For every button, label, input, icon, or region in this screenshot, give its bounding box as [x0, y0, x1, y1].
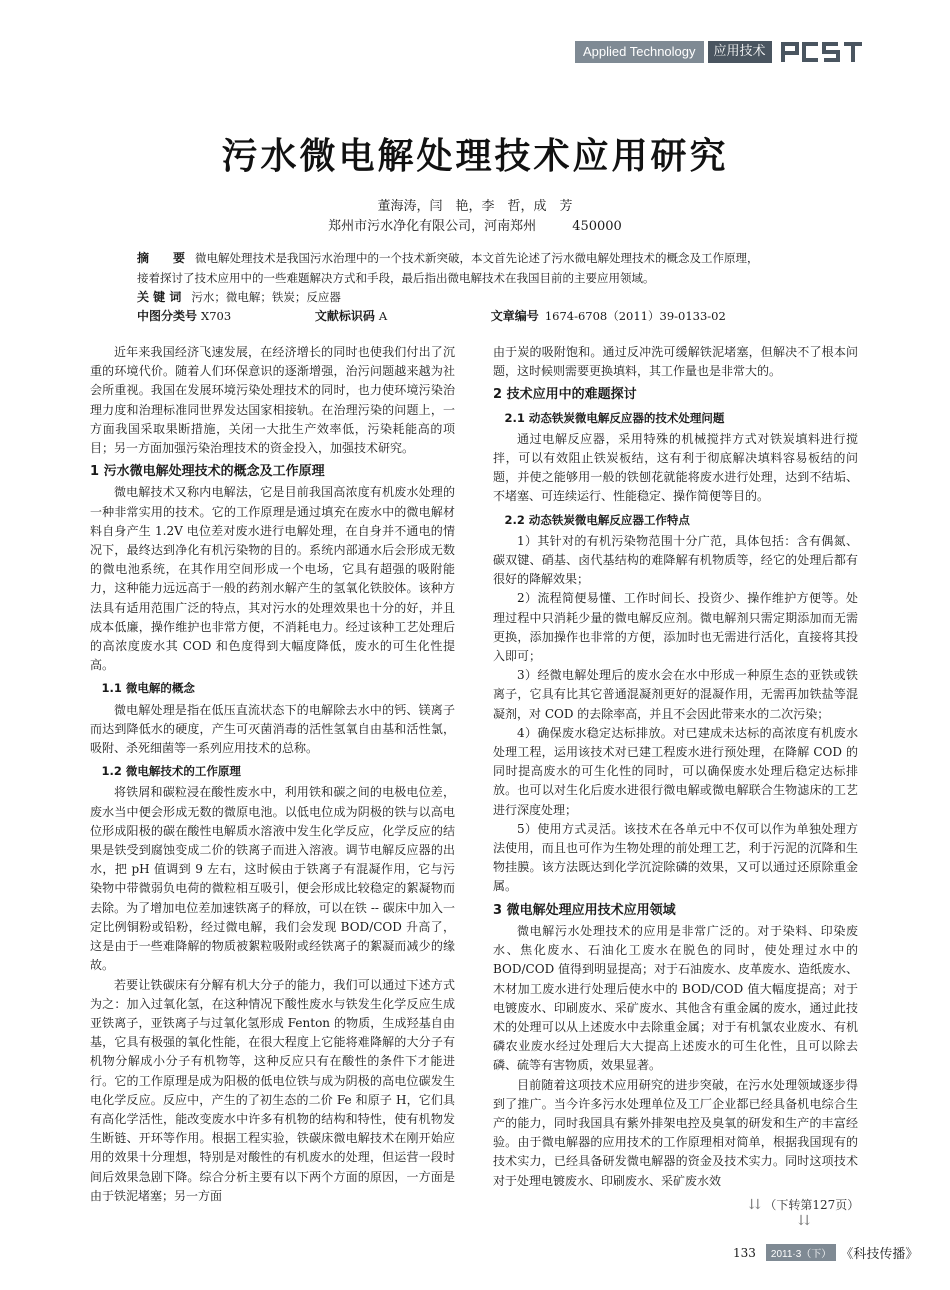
doc-code-label: 文献标识码 [314, 309, 375, 323]
continued-note [745, 1196, 863, 1229]
clc-value: X703 [201, 309, 232, 323]
running-header [575, 40, 865, 64]
section-3-heading: 3 微电解处理应用技术应用领域 [493, 902, 676, 918]
section-1-2-heading: 1.2 微电解技术的工作原理 [101, 764, 241, 779]
affiliation-text: 郑州市污水净化有限公司，河南郑州 [328, 219, 537, 234]
feature-1: 1）其针对的有机污染物范围十分广范，具体包括：含有偶氮、碳双键、硝基、卤代基结构的难降解有机物质等，经它的处理后都有很好的降解效果； [493, 533, 858, 587]
article-title: 污水微电解处理技术应用研究 [221, 135, 729, 177]
pcst-logo [780, 40, 865, 64]
section-2-1-paragraph: 通过电解反应器，采用特殊的机械搅拌方式对铁炭填料进行搅拌，可以有效阻止铁炭板结，这有利于彻底解决填料容易板结的问题，并使之能够用一般的铁刨花就能将废水进行处理，达到不结垢、不堵塞、可连续运行、性能稳定、操作简便等目的。 [493, 431, 858, 504]
journal-name: 《科技传播》 [840, 1247, 919, 1262]
keywords-line [137, 287, 817, 307]
classification-line [137, 306, 857, 326]
category-en-label: Applied Technology [575, 41, 704, 63]
category-cn-label: 应用技术 [708, 41, 772, 63]
section-1-2-paragraph-1: 将铁屑和碳粒浸在酸性废水中，利用铁和碳之间的电极电位差，废水当中便会形成无数的微原电池。以低电位成为阴极的铁与以高电位形成阳极的碳在酸性电解质水溶液中发生化学反应，化学反应的结果是铁受到腐蚀变成二价的铁离子而进入溶液。调节电解反应器的出水，把 pH 值调到 9 左右，这时候由于铁离子有混凝作用，它与污染物中带微弱负电荷的微粒相互吸引，便会形成比较稳定的絮凝物而去除。为了增加电位差加速铁离子的释放，可以在铁 -- 碳床中加入一定比例铜粉或铅粉，经过微电解，我们会发现 BOD/COD 升高了，这是由于一些难降解的物质被絮粒吸附或经铁离子的絮凝而减少的缘故。 [90, 785, 455, 973]
down-arrows-icon: ⇊ [748, 1197, 761, 1213]
section-2-2-heading: 2.2 动态铁炭微电解反应器工作特点 [504, 512, 690, 527]
down-arrows-icon: ⇊ [798, 1213, 810, 1229]
abstract-label: 摘 要 [137, 251, 186, 265]
page-footer [733, 1243, 918, 1262]
keywords-text: 污水；微电解；铁炭；反应器 [191, 290, 341, 304]
section-1-paragraph: 微电解技术又称内电解法，它是目前我国高浓度有机废水处理的一种非常实用的技术。它的工作原理是通过填充在废水中的微电解材料自身产生 1.2V 电位差对废水进行电解处理，在自身并不通电的情况下，最终达到净化有机污染物的目的。系统内部通水后会形成无数的微电池系统，在其作用空间形成一个电场，它具有超强的吸附能力，这种能力远远高于一般的药剂水解产生的氢氧化铁胶体。该种方法具有适用范围广泛的特点，其对污水的处理效果也十分的好，并且成本低廉，操作维护也非常方便，不消耗电力。经过该种工艺处理后的高浓度废水其 COD 和色度得到大幅度降低，废水的可生化性提高。 [90, 485, 455, 673]
feature-3: 3）经微电解处理后的废水会在水中形成一种原生态的亚铁或铁离子，它具有比其它普通混凝剂更好的混凝作用，无需再加铁盐等混凝剂，对 COD 的去除率高，并且不会因此带来水的二次污染； [493, 668, 858, 721]
intro-paragraph: 近年来我国经济飞速发展，在经济增长的同时也使我们付出了沉重的环境代价。随着人们环保意识的逐渐增强，治污问题越来越为社会所重视。我国在发展环境污染处理技术的同时，也力使环境污染治理力度和治理标准同世界发达国家相接轨。在治理污染的问题上，一方面我国采取果断措施，关闭一大批生产效率低，污染耗能高的项目；另一方面加强污染治理技术的资金投入，加强技术研究。 [90, 345, 455, 456]
abstract-text-2: 接着探讨了技术应用中的一些难题解决方式和手段，最后指出微电解技术在我国目前的主要应用领域。 [137, 271, 655, 285]
right-column [493, 343, 858, 1191]
abstract-line-2 [137, 268, 817, 288]
page-number: 133 [733, 1245, 756, 1260]
article-authors: 董海涛，闫 艳，李 哲，成 芳 [377, 199, 573, 214]
postcode: 450000 [572, 219, 622, 234]
issue-badge: 2011·3（下） [766, 1244, 836, 1261]
section-2-heading: 2 技术应用中的难题探讨 [493, 387, 637, 403]
feature-2: 2）流程简便易懂、工作时间长、投资少、操作维护方便等。处理过程中只消耗少量的微电解反应剂。微电解剂只需定期添加而无需更换，添加操作也非常的方便，添加时也无需进行活化，直接将其投入即可； [493, 591, 858, 664]
feature-5: 5）使用方式灵活。该技术在各单元中不仅可以作为单独处理方法使用，而且也可作为生物处理的前处理工艺，利于污泥的沉降和生物挂膜。该方法既达到化学沉淀除磷的效果，又可以通过还原除重金属。 [493, 821, 858, 894]
section-1-heading: 1 污水微电解处理技术的概念及工作原理 [90, 464, 325, 480]
section-1-1-heading: 1.1 微电解的概念 [101, 681, 195, 696]
section-2-1-heading: 2.1 动态铁炭微电解反应器的技术处理问题 [504, 410, 725, 425]
left-column [90, 343, 455, 1206]
section-1-1-paragraph: 微电解处理是指在低压直流状态下的电解除去水中的钙、镁离子而达到降低水的硬度，产生可灭菌消毒的活性氢氧自由基和活性氯，吸附、杀死细菌等一系列应用技术的总称。 [90, 702, 455, 756]
continued-paragraph: 由于炭的吸附饱和。通过反冲洗可缓解铁泥堵塞，但解决不了根本问题，这时候则需要更换填料，其工作量也是非常大的。 [493, 345, 858, 379]
article-affiliation [0, 215, 950, 234]
abstract-line-1 [137, 248, 817, 268]
article-no-label: 文章编号 [490, 309, 539, 323]
doc-code-value: A [378, 309, 388, 323]
section-1-2-paragraph-2: 若要让铁碳床有分解有机大分子的能力，我们可以通过下述方式为之：加入过氧化氢，在这种情况下酸性废水与铁发生化学反应生成亚铁离子，亚铁离子与过氧化氢形成 Fenton 的物质，生成羟基自由基，它具有极强的氧化性能，在很大程度上它能将难降解的大分子有机物分解成小分子有机物等，这种反应只有在酸性的条件下才能进行。它的工作原理是成为阳极的低电位铁与成为阴极的高电位碳发生电化学反应。反应中，产生的了初生态的二价 Fe 和原子 H，它们具有高化学活性，能改变废水中许多有机物的结构和特性，使有机物发生断链、开环等作用。根据工程实验，铁碳床微电解技术在刚开始应用的效果十分理想，特别是对酸性的有机废水的处理，但运营一段时间后效果急剧下降。综合分析主要有以下两个方面的原因，一方面是由于铁泥堵塞；另一方面 [90, 977, 455, 1203]
article-no-value: 1674-6708（2011）39-0133-02 [544, 309, 726, 323]
continued-text: （下转第127页） [764, 1198, 860, 1212]
abstract-text-1: 微电解处理技术是我国污水治理中的一个技术新突破，本文首先论述了污水微电解处理技术的概念及工作原理， [195, 251, 759, 265]
clc-label: 中图分类号 [137, 309, 198, 323]
keywords-label: 关 键 词 [137, 290, 182, 304]
section-3-paragraph-1: 微电解污水处理技术的应用是非常广泛的。对于染料、印染废水、焦化废水、石油化工废水在脱色的同时，使处理过水中的 BOD/COD 值得到明显提高；对于石油废水、皮革废水、造纸废水、木材加工废水进行处理后使水中的 BOD/COD 值大幅度提高；对于电镀废水、印刷废水、采矿废水、其他含有重金属的废水，通过此技术的处理可以从上述废水中去除重金属；对于有机氯农业废水、有机磷农业废水经过处理后大大提高上述废水的可生化性，且可以除去磷、硫等有害物质，效果显著。 [493, 923, 859, 1073]
feature-4: 4）确保废水稳定达标排放。对已建成未达标的高浓度有机废水处理工程，运用该技术对已建工程废水进行预处理，在降解 COD 的同时提高废水的可生化性的同时，可以确保废水处理后稳定达标排放。也可以对生化后废水进很行微电解或微电解联合生物滤床的工艺进行深度处理； [493, 725, 858, 817]
section-3-paragraph-2: 目前随着这项技术应用研究的进步突破，在污水处理领域逐步得到了推广。当今许多污水处理单位及工厂企业都已经具备机电综合生产的能力，同时我国具有紫外排架电控及臭氧的研发和生产的丰富经验。由于微电解器的应用技术的工作原理相对简单，根据我国现有的技术实力，已经具备研发微电解器的资金及技术实力。同时这项技术对于处理电镀废水、印刷废水、采矿废水效 [493, 1077, 858, 1188]
